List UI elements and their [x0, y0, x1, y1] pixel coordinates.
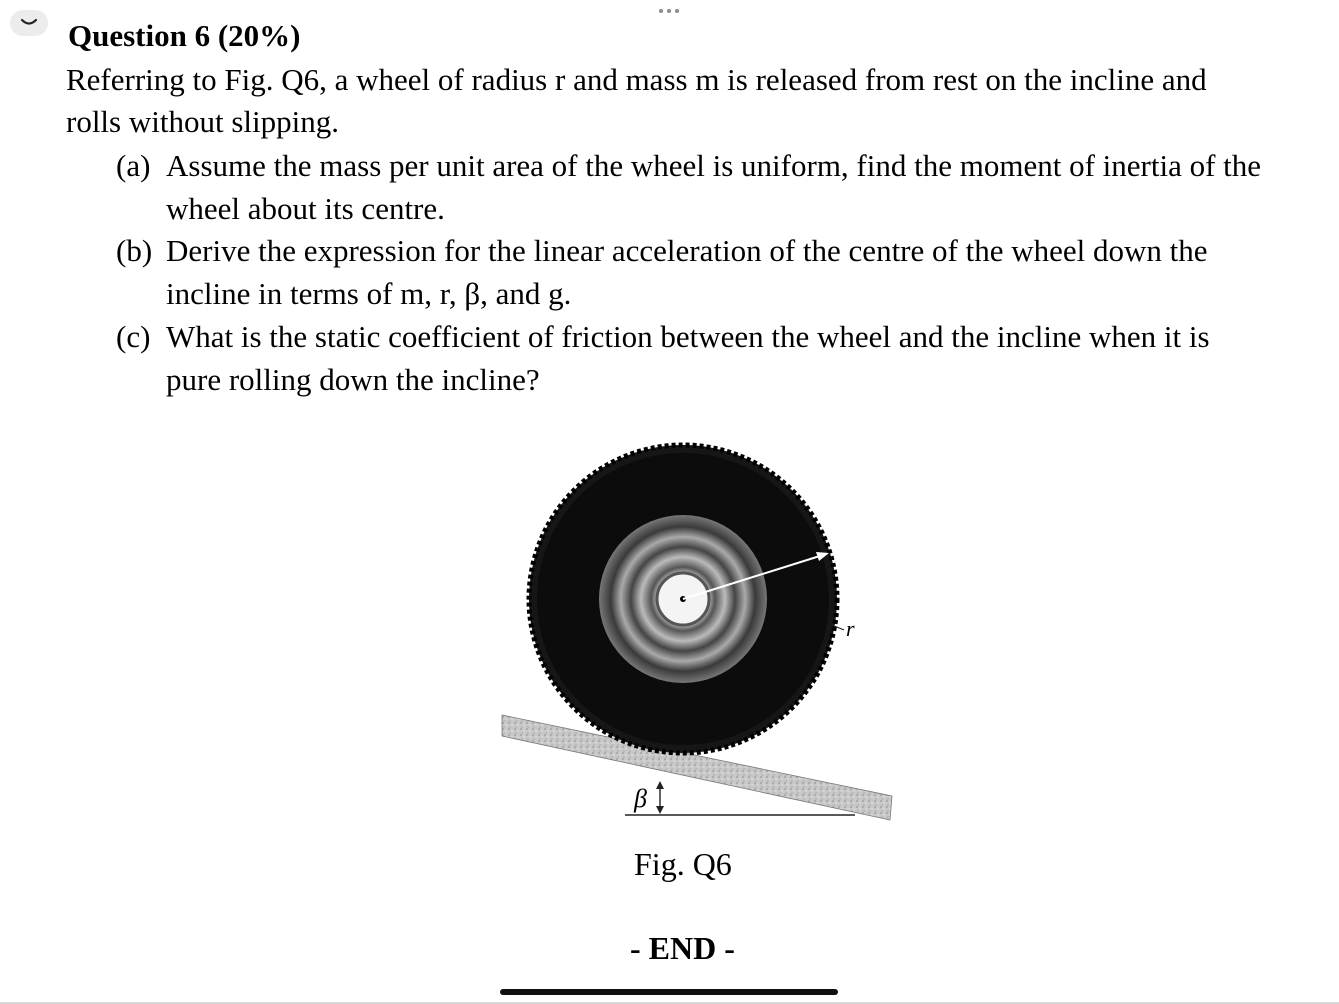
part-c-line-2: pure rolling down the incline?	[166, 362, 540, 397]
radius-label: r	[846, 616, 855, 641]
question-title: Question 6 (20%)	[68, 18, 301, 53]
part-a-line-2: wheel about its centre.	[166, 191, 445, 226]
part-a-label: (a)	[116, 148, 151, 183]
wheel	[529, 445, 837, 753]
intro-line-2: rolls without slipping.	[66, 104, 339, 139]
question-intro	[66, 59, 1207, 143]
angle-label: β	[634, 784, 647, 813]
home-indicator[interactable]	[500, 989, 838, 995]
part-b-line-2: incline in terms of m, r, β, and g.	[166, 276, 572, 311]
wheel-on-incline-figure	[490, 440, 910, 840]
part-a-line-1: Assume the mass per unit area of the wheel is uniform, find the moment of inertia of the	[166, 148, 1262, 183]
part-c-label: (c)	[116, 319, 151, 354]
angle-arrow-icon	[656, 781, 664, 814]
part-b-line-1: Derive the expression for the linear acceleration of the centre of the wheel down the	[166, 233, 1208, 268]
part-b-label: (b)	[116, 233, 153, 268]
part-c-line-1: What is the static coefficient of friction between the wheel and the incline when it is	[166, 319, 1210, 354]
intro-line-1: Referring to Fig. Q6, a wheel of radius r and mass m is released from rest on the incline and	[66, 62, 1207, 97]
more-dots-icon[interactable]	[656, 4, 682, 18]
collapse-button[interactable]	[10, 10, 48, 36]
chevron-down-icon	[19, 17, 39, 29]
end-marker: - END -	[630, 930, 735, 966]
figure-caption: Fig. Q6	[634, 846, 732, 882]
